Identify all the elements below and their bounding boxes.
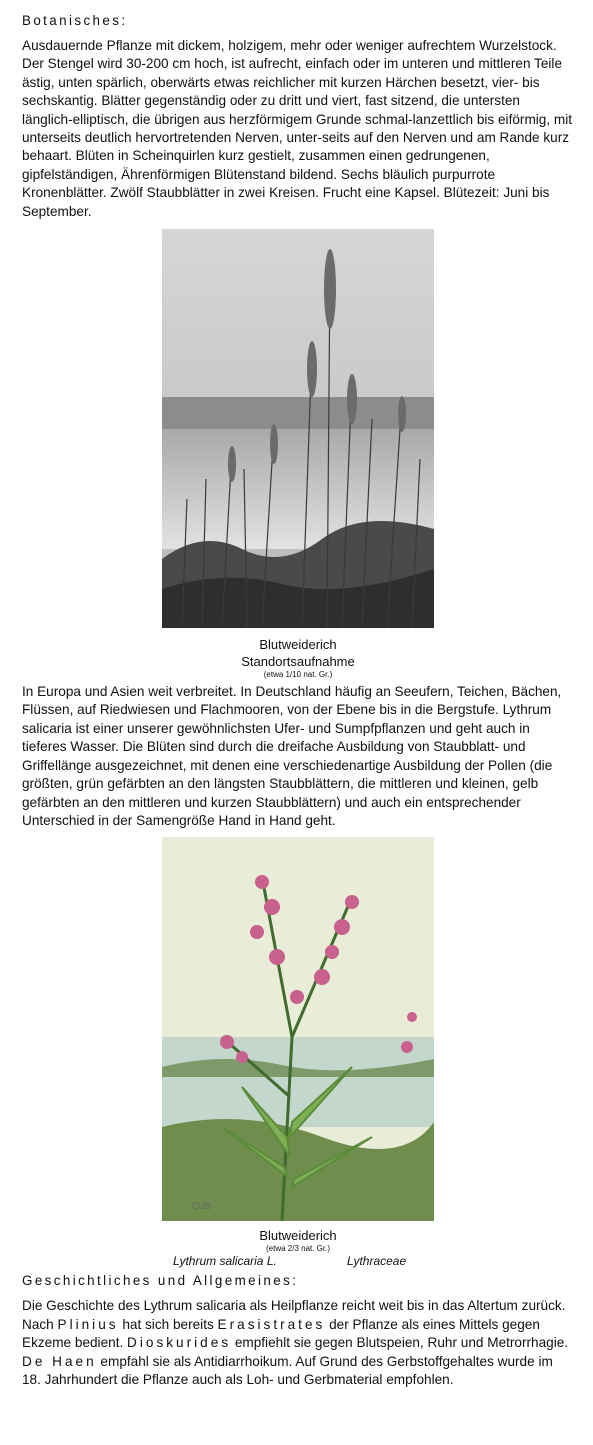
figure1-scale: (etwa 1/10 nat. Gr.) [263, 670, 333, 680]
history-text-2: hat sich bereits [118, 1316, 218, 1332]
figure1-caption-name: Blutweiderich [259, 637, 337, 653]
plant-illustration [162, 837, 434, 1221]
botanisches-paragraph: Ausdauernde Pflanze mit dickem, holzigem, mehr oder weniger aufrechtem Wurzelstock. Der Stengel wird 30-200 cm hoch, ist aufrecht, einfach oder im unteren und mittleren Teile ästig, unten spärlich, oberwärts etwas reichlicher mit kurzen Härchen besetzt, vier- bis sechskantig. Blätter gegenständig oder zu dritt und viert, fast sitzend, die untersten länglich-elliptisch, die übrigen aus herzförmigem Grunde schmal-lanzettlich bis eiförmig, mit unterseits deutlich hervortretenden Nerven, unter-seits auf den Nerven und am Rande kurz behaart. Blüten in Scheinquirlen kurz gestielt, zusammen einen gedrungenen, gipfelständigen, Ährenförmigen Blütenstand bildend. Sechs bläulich purpurrote Kronenblätter. Zwölf Staubblätter in zwei Kreisen. Frucht eine Kapsel. Blütezeit: Juni bis September. [22, 38, 573, 219]
section-heading-botanisches: Botanisches: [22, 13, 128, 28]
history-text-4: empfiehlt sie gegen Blutspeien, Ruhr und Metrorrhagie. [231, 1335, 569, 1351]
figure2-caption-name: Blutweiderich [259, 1228, 337, 1244]
person-dioskurides: Dioskurides [127, 1335, 232, 1351]
habitat-photo [162, 229, 434, 628]
section-heading-geschichtliches: Geschichtliches und Allgemeines: [22, 1273, 299, 1289]
history-text-1: Die Geschichte des Lythrum salicaria als Heilpflanze reicht weit bis in das Altertum zurück. Nach [22, 1298, 566, 1332]
person-de-haen: De Haen [22, 1353, 97, 1369]
person-plinius: Plinius [57, 1316, 119, 1332]
taxonomy-line [22, 1254, 574, 1270]
illustration-signature: CUB [192, 1201, 212, 1212]
distribution-paragraph: In Europa und Asien weit verbreitet. In Deutschland häufig an Seeufern, Teichen, Bächen, Flüssen, auf Riedwiesen und Flachmooren, von der Ebene bis in die Bergstufe. Lythrum salicaria ist einer unserer gewöhnlichsten Ufer- und Sumpfpflanzen und geht auch in tieferes Wasser. Die Blüten sind durch die dreifache Ausbildung von Staubblatt- und Griffellänge ausgezeichnet, mit denen eine verschiedenartige Ausbildung der Pollen (die größten, grün gefärbten an den längsten Staubblättern, die mittleren und kleinen, gelb gefärbten an den mittleren und kurzen Staubblättern) und auch ein entsprechender Unterschied in der Samengröße Hand in Hand geht. [22, 684, 562, 828]
figure-illustration [22, 837, 574, 1270]
history-text-3: der Pflanze als eines Mittels gegen Ekzeme bedient. [22, 1316, 540, 1351]
page-content [22, 12, 574, 1389]
figure-habitat-photo [22, 229, 574, 680]
history-text-5: empfahl sie als Antidiarrhoikum. Auf Grund des Gerbstoffgehaltes wurde im 18. Jahrhundert die Pflanze auch als Loh- und Gerbmaterial empfohlen. [22, 1353, 553, 1387]
latin-name: Lythrum salicaria L. [173, 1254, 277, 1269]
family-name: Lythraceae [347, 1254, 407, 1269]
person-erasistrates: Erasistrates [217, 1316, 326, 1332]
figure2-scale: (etwa 2/3 nat. Gr.) [265, 1244, 331, 1254]
history-paragraph [22, 1297, 574, 1389]
figure1-caption-sub: Standortsaufnahme [241, 654, 355, 670]
